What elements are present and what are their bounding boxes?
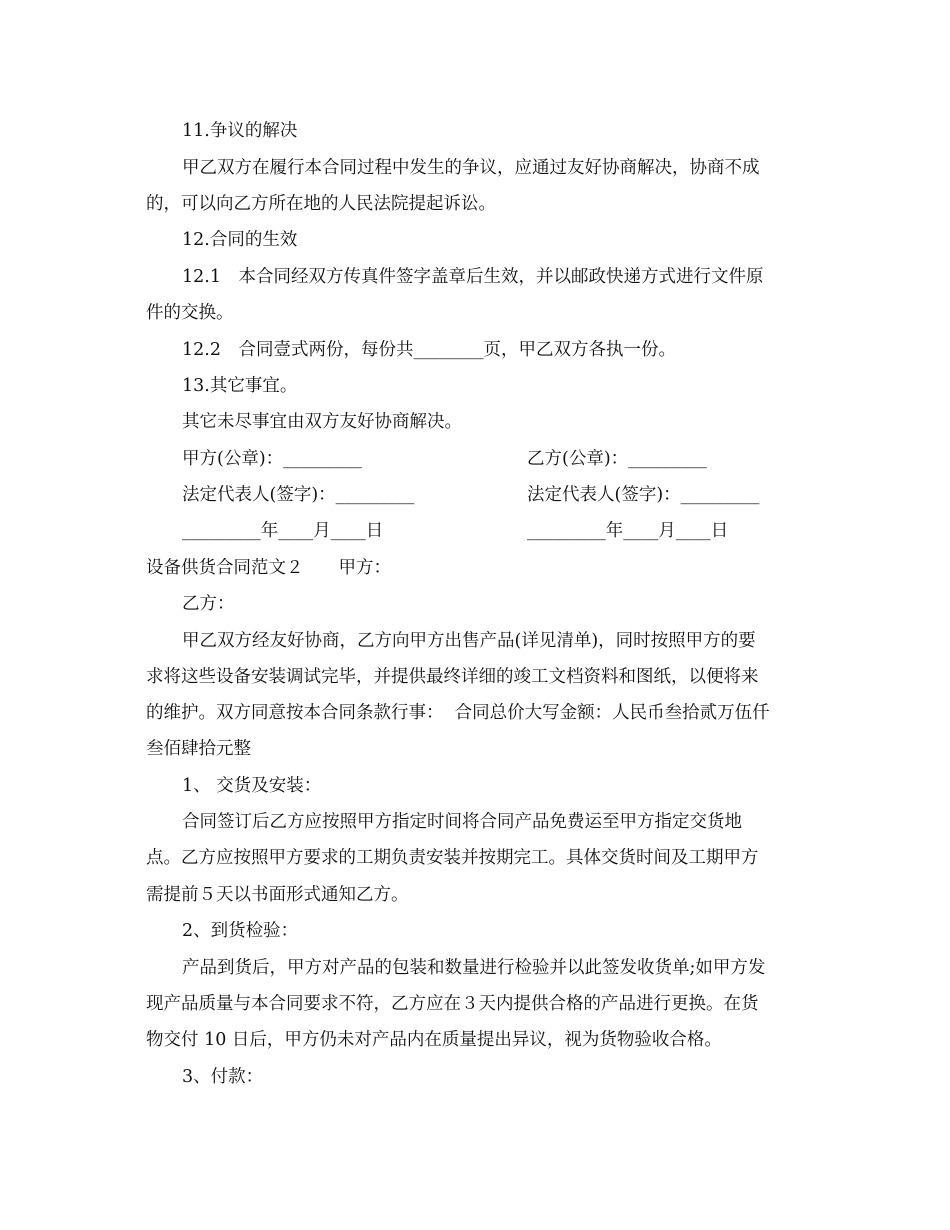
contract-2-section-1-line: 需提前５天以书面形式通知乙方。 [146, 885, 409, 905]
contract-2-intro-line: 的维护。双方同意按本合同条款行事： 合同总价大写金额：人民币叁拾贰万伍仟 [146, 703, 770, 723]
clause-12-2: 12.2 合同壹式两份，每份共________页，甲乙双方各执一份。 [182, 340, 676, 360]
contract-2-section-2-title: 2、到货检验： [182, 921, 299, 941]
section-11-paragraph-line: 的，可以向乙方所在地的人民法院提起诉讼。 [146, 194, 496, 214]
section-11-paragraph-line: 甲乙双方在履行本合同过程中发生的争议，应通过友好协商解决，协商不成 [182, 158, 760, 178]
contract-2-party-b: 乙方： [182, 594, 235, 614]
section-13-title: 13.其它事宜。 [182, 376, 298, 396]
contract-2-section-2-line: 物交付 10 日后，甲方仍未对产品内在质量提出异议，视为货物验收合格。 [146, 1030, 722, 1050]
contract-2-section-1-line: 合同签订后乙方应按照甲方指定时间将合同产品免费运至甲方指定交货地 [182, 812, 742, 832]
party-b-date-field: _________年____月____日 [527, 521, 729, 541]
contract-2-intro-line: 叁佰肆拾元整 [146, 739, 251, 759]
party-a-seal-field: 甲方(公章)：_________ [182, 449, 362, 469]
party-a-representative-field: 法定代表人(签字)：_________ [182, 485, 415, 505]
section-11-title: 11.争议的解决 [182, 121, 298, 141]
contract-2-section-2-line: 现产品质量与本合同要求不符，乙方应在３天内提供合格的产品进行更换。在货 [146, 994, 759, 1014]
contract-2-section-1-title: 1、 交货及安装： [182, 776, 322, 796]
contract-2-intro-line: 甲乙双方经友好协商，乙方向甲方出售产品(详见清单)，同时按照甲方的要 [182, 631, 756, 651]
party-b-seal-field: 乙方(公章)：_________ [527, 449, 707, 469]
contract-2-intro-line: 求将这些设备安装调试完毕，并提供最终详细的竣工文档资料和图纸，以便将来 [146, 667, 759, 687]
section-12-title: 12.合同的生效 [182, 230, 298, 250]
contract-2-heading: 设备供货合同范文２ 甲方： [146, 558, 391, 578]
party-b-representative-field: 法定代表人(签字)：_________ [527, 485, 760, 505]
section-13-paragraph: 其它未尽事宜由双方友好协商解决。 [182, 412, 462, 432]
contract-2-section-2-line: 产品到货后，甲方对产品的包装和数量进行检验并以此签发收货单;如甲方发 [182, 958, 766, 978]
contract-2-section-3-title: 3、付款： [182, 1067, 264, 1087]
clause-12-1-line: 12.1 本合同经双方传真件签字盖章后生效，并以邮政快递方式进行文件原 [182, 267, 764, 287]
clause-12-1-line: 件的交换。 [146, 303, 234, 323]
contract-2-section-1-line: 点。乙方应按照甲方要求的工期负责安装并按期完工。具体交货时间及工期甲方 [146, 848, 759, 868]
party-a-date-field: _________年____月____日 [182, 521, 384, 541]
